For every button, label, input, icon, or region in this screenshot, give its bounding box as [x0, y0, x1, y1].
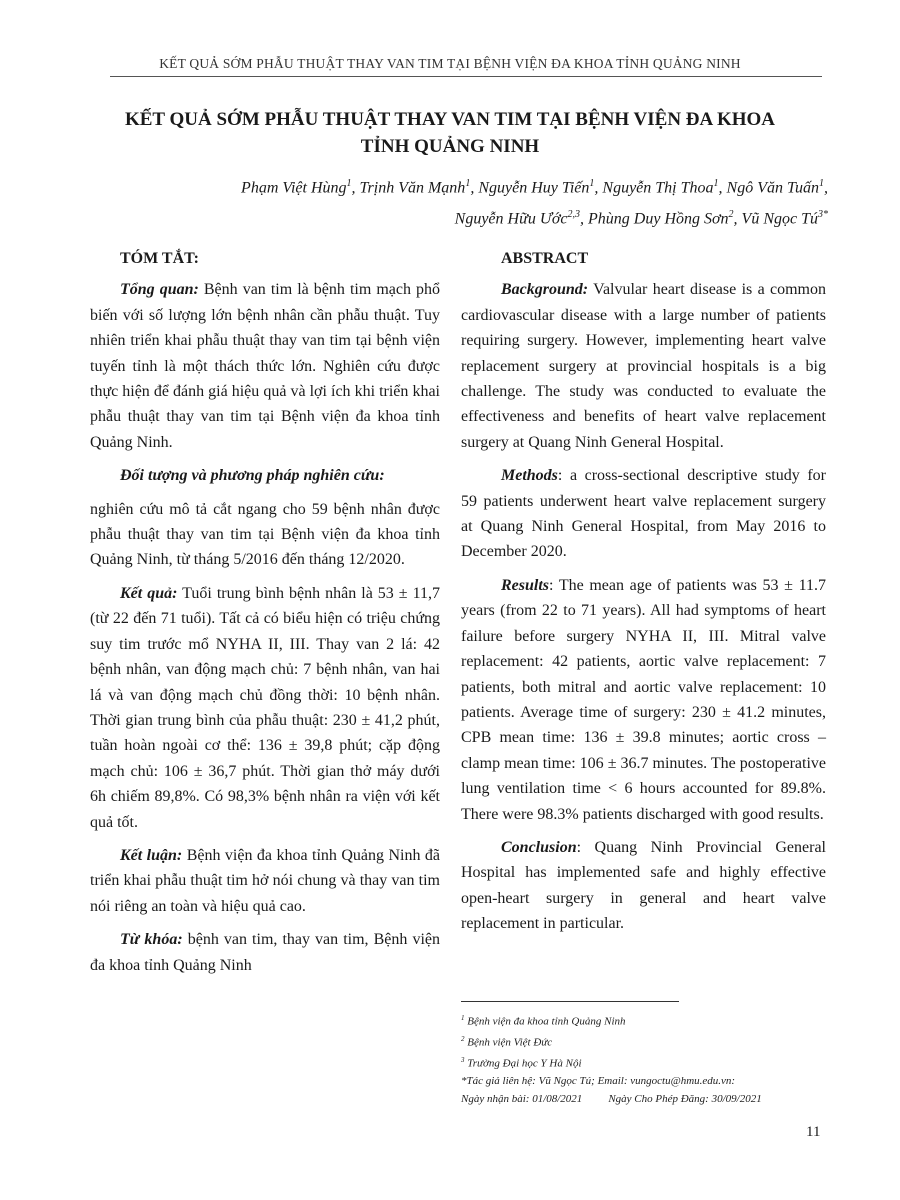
background-paragraph: [461, 277, 826, 455]
author-name: Nguyễn Hữu Ước: [454, 210, 568, 228]
methods-text-en: : a cross-sectional descriptive study for 59 patients underwent heart valve replacement surgery at Quang Ninh General Hospital, from May 2016 to December 2020.: [461, 467, 826, 561]
overview-text: Bệnh van tim là bệnh tim mạch phổ biến với số lượng lớn bệnh nhân cần phẫu thuật. Tuy nhiên triển khai phẫu thuật thay van tim tại bệnh viện tuyến tỉnh là một thách thức lớn. Nghiên cứu được thực hiện để đánh giá hiệu quả và lợi ích khi triển khai phẫu thuật thay van tim tại Bệnh viện đa khoa tỉnh Quảng Ninh.: [90, 281, 441, 451]
conclusion-label-vi: Kết luận:: [120, 846, 183, 864]
results-label-vi: Kết quả:: [120, 584, 178, 602]
running-header: KẾT QUẢ SỚM PHẪU THUẬT THAY VAN TIM TẠI BỆNH VIỆN ĐA KHOA TỈNH QUẢNG NINH: [159, 56, 741, 71]
author-affiliation: 2,3: [567, 209, 581, 221]
overview-paragraph: [90, 277, 440, 455]
header-rule: [110, 76, 822, 77]
english-abstract: [461, 246, 826, 945]
author-line-2: Nguyễn Hữu Ước$^{2,3}$, Phùng Duy Hồng Sơn$^2$, Vũ Ngọc $Tú^{3*}$: [454, 209, 828, 228]
author-affiliation: 1: [465, 178, 471, 189]
conclusion-text-vi: Bệnh viện đa khoa tỉnh Quảng Ninh đã triển khai phẫu thuật tim hở nói chung và thay van tim nói riêng an toàn và hiệu quả cao.: [90, 846, 441, 915]
author-affiliation: 1: [346, 178, 352, 189]
author-affiliation: 1: [819, 178, 824, 189]
conclusion-text-en: : Quang Ninh Provincial General Hospital has implemented safe and highly effective open-heart surgery in general and heart valve replacement in particular.: [461, 838, 826, 933]
methods-label-en: Methods: [501, 467, 558, 485]
author-name: Trịnh Văn Mạnh: [359, 179, 466, 197]
background-label: Background:: [501, 281, 589, 299]
author-name: Ngô Văn Tuấn: [726, 179, 819, 197]
author-affiliation: 1: [713, 178, 719, 189]
footnote-rule: [461, 1001, 679, 1002]
methods-paragraph-en: [461, 463, 826, 565]
author-name: Phùng Duy Hồng Sơn: [588, 210, 729, 228]
methods-text-vi: nghiên cứu mô tả cắt ngang cho 59 bệnh nhân được phẫu thuật thay van tim tại Bệnh viện đa khoa tỉnh Quảng Ninh, từ tháng 5/2016 đến tháng 12/2020.: [90, 500, 440, 569]
author-name: Phạm Việt Hùng: [241, 179, 347, 197]
author-affiliation: 1: [589, 178, 595, 189]
received-date: Ngày nhận bài: 01/08/2021: [461, 1092, 583, 1105]
summary-heading: TÓM TẮT:: [120, 250, 199, 267]
results-text-vi: Tuổi trung bình bệnh nhân là 53 ± 11,7 (từ 22 đến 71 tuổi). Tất cả có biểu hiện có triệu chứng suy tim trước mổ NYHA II, III. Thay van 2 lá: 42 bệnh nhân, van động mạch chủ: 7 bệnh nhân, van hai lá và van động mạch chủ đồng thời: 10 bệnh nhân. Thời gian trung bình của phẫu thuật: 230 ± 41,2 phút, tuần hoàn ngoài cơ thể: 136 ± 39,8 phút; cặp động mạch chủ: 106 ± 36,7 phút. Thời gian thở máy dưới 6h chiếm 89,8%. Có 98,3% bệnh nhân ra viện với kết quả tốt.: [90, 584, 440, 831]
accepted-date: Ngày Cho Phép Đăng: 30/09/2021: [608, 1092, 762, 1105]
conclusion-label-en: Conclusion: [501, 838, 577, 856]
author-name: Vũ Ngọc Tú: [741, 210, 818, 228]
author-name: Nguyễn Thị Thoa: [602, 179, 714, 197]
author-affiliation: 2: [728, 209, 734, 221]
conclusion-paragraph-en: [461, 835, 826, 937]
footnotes: [461, 1010, 841, 1108]
footnote-dates: [461, 1091, 841, 1109]
author-line-1: Phạm Việt Hùng$^1$, Trịnh Văn Mạnh$^1$, Nguyễn Huy Tiến$^1$, Nguyễn Thị Thoa$^1$, Ngô Văn Tuấn$^1$,: [241, 178, 828, 197]
vietnamese-abstract: [90, 246, 440, 986]
results-paragraph-en: [461, 573, 826, 827]
results-text-en: : The mean age of patients was 53 ± 11.7 years (from 22 to 71 years). All had symptoms of heart failure before surgery NYHA II, III. Mitral valve replacement: 42 patients, aortic valve replacement: 7 patients, both mitral and aortic valve replacement: 10 patients. Average time of surgery: 230 ± 41.2 minutes, CPB mean time: 136 ± 39.8 minutes; aortic cross – clamp mean time: 106 ± 36.7 minutes. The postoperative lung ventilation time < 6 hours accounted for 89.8%. There were 98.3% patients discharged with good results.: [461, 576, 826, 823]
conclusion-paragraph-vi: [90, 843, 440, 919]
author-name: Nguyễn Huy Tiến: [478, 179, 590, 197]
methods-label-vi: Đối tượng và phương pháp nghiên cứu:: [120, 467, 385, 485]
methods-paragraph-vi: [90, 463, 440, 488]
keywords-label: Từ khóa:: [120, 931, 183, 949]
footnote-corresponding-author: *Tác giả liên hệ: Vũ Ngọc Tú; Email: vungoctu@hmu.edu.vn:: [461, 1075, 736, 1088]
footnote-affiliation-2: $^2$ Bệnh viện Việt Đức: [461, 1035, 553, 1049]
author-list: [68, 170, 828, 233]
footnote-affiliation-1: $^1$ Bệnh viện đa khoa tỉnh Quảng Ninh: [461, 1014, 626, 1028]
overview-label: Tổng quan:: [120, 281, 199, 299]
keywords-paragraph: [90, 927, 440, 978]
background-text: Valvular heart disease is a common cardiovascular disease with a large number of patients requiring surgery. However, implementing heart valve replacement surgery at provincial hospitals is a big challenge. The study was conducted to evaluate the effectiveness and benefits of heart valve replacement surgery at Quang Ninh General Hospital.: [461, 281, 826, 451]
results-label-en: Results: [501, 576, 550, 594]
page-number: 11: [806, 1124, 821, 1140]
abstract-heading: ABSTRACT: [501, 250, 589, 267]
keywords-text: bệnh van tim, thay van tim, Bệnh viện đa khoa tỉnh Quảng Ninh: [90, 931, 440, 974]
title-line-2: TỈNH QUẢNG NINH: [360, 136, 540, 157]
author-affiliation: 3*: [818, 209, 828, 221]
article-title: [60, 106, 840, 160]
title-line-1: KẾT QUẢ SỚM PHẪU THUẬT THAY VAN TIM TẠI BỆNH VIỆN ĐA KHOA: [124, 109, 776, 130]
footnote-affiliation-3: $^3$ Trường Đại học Y Hà Nội: [461, 1056, 582, 1070]
results-paragraph-vi: [90, 581, 440, 835]
